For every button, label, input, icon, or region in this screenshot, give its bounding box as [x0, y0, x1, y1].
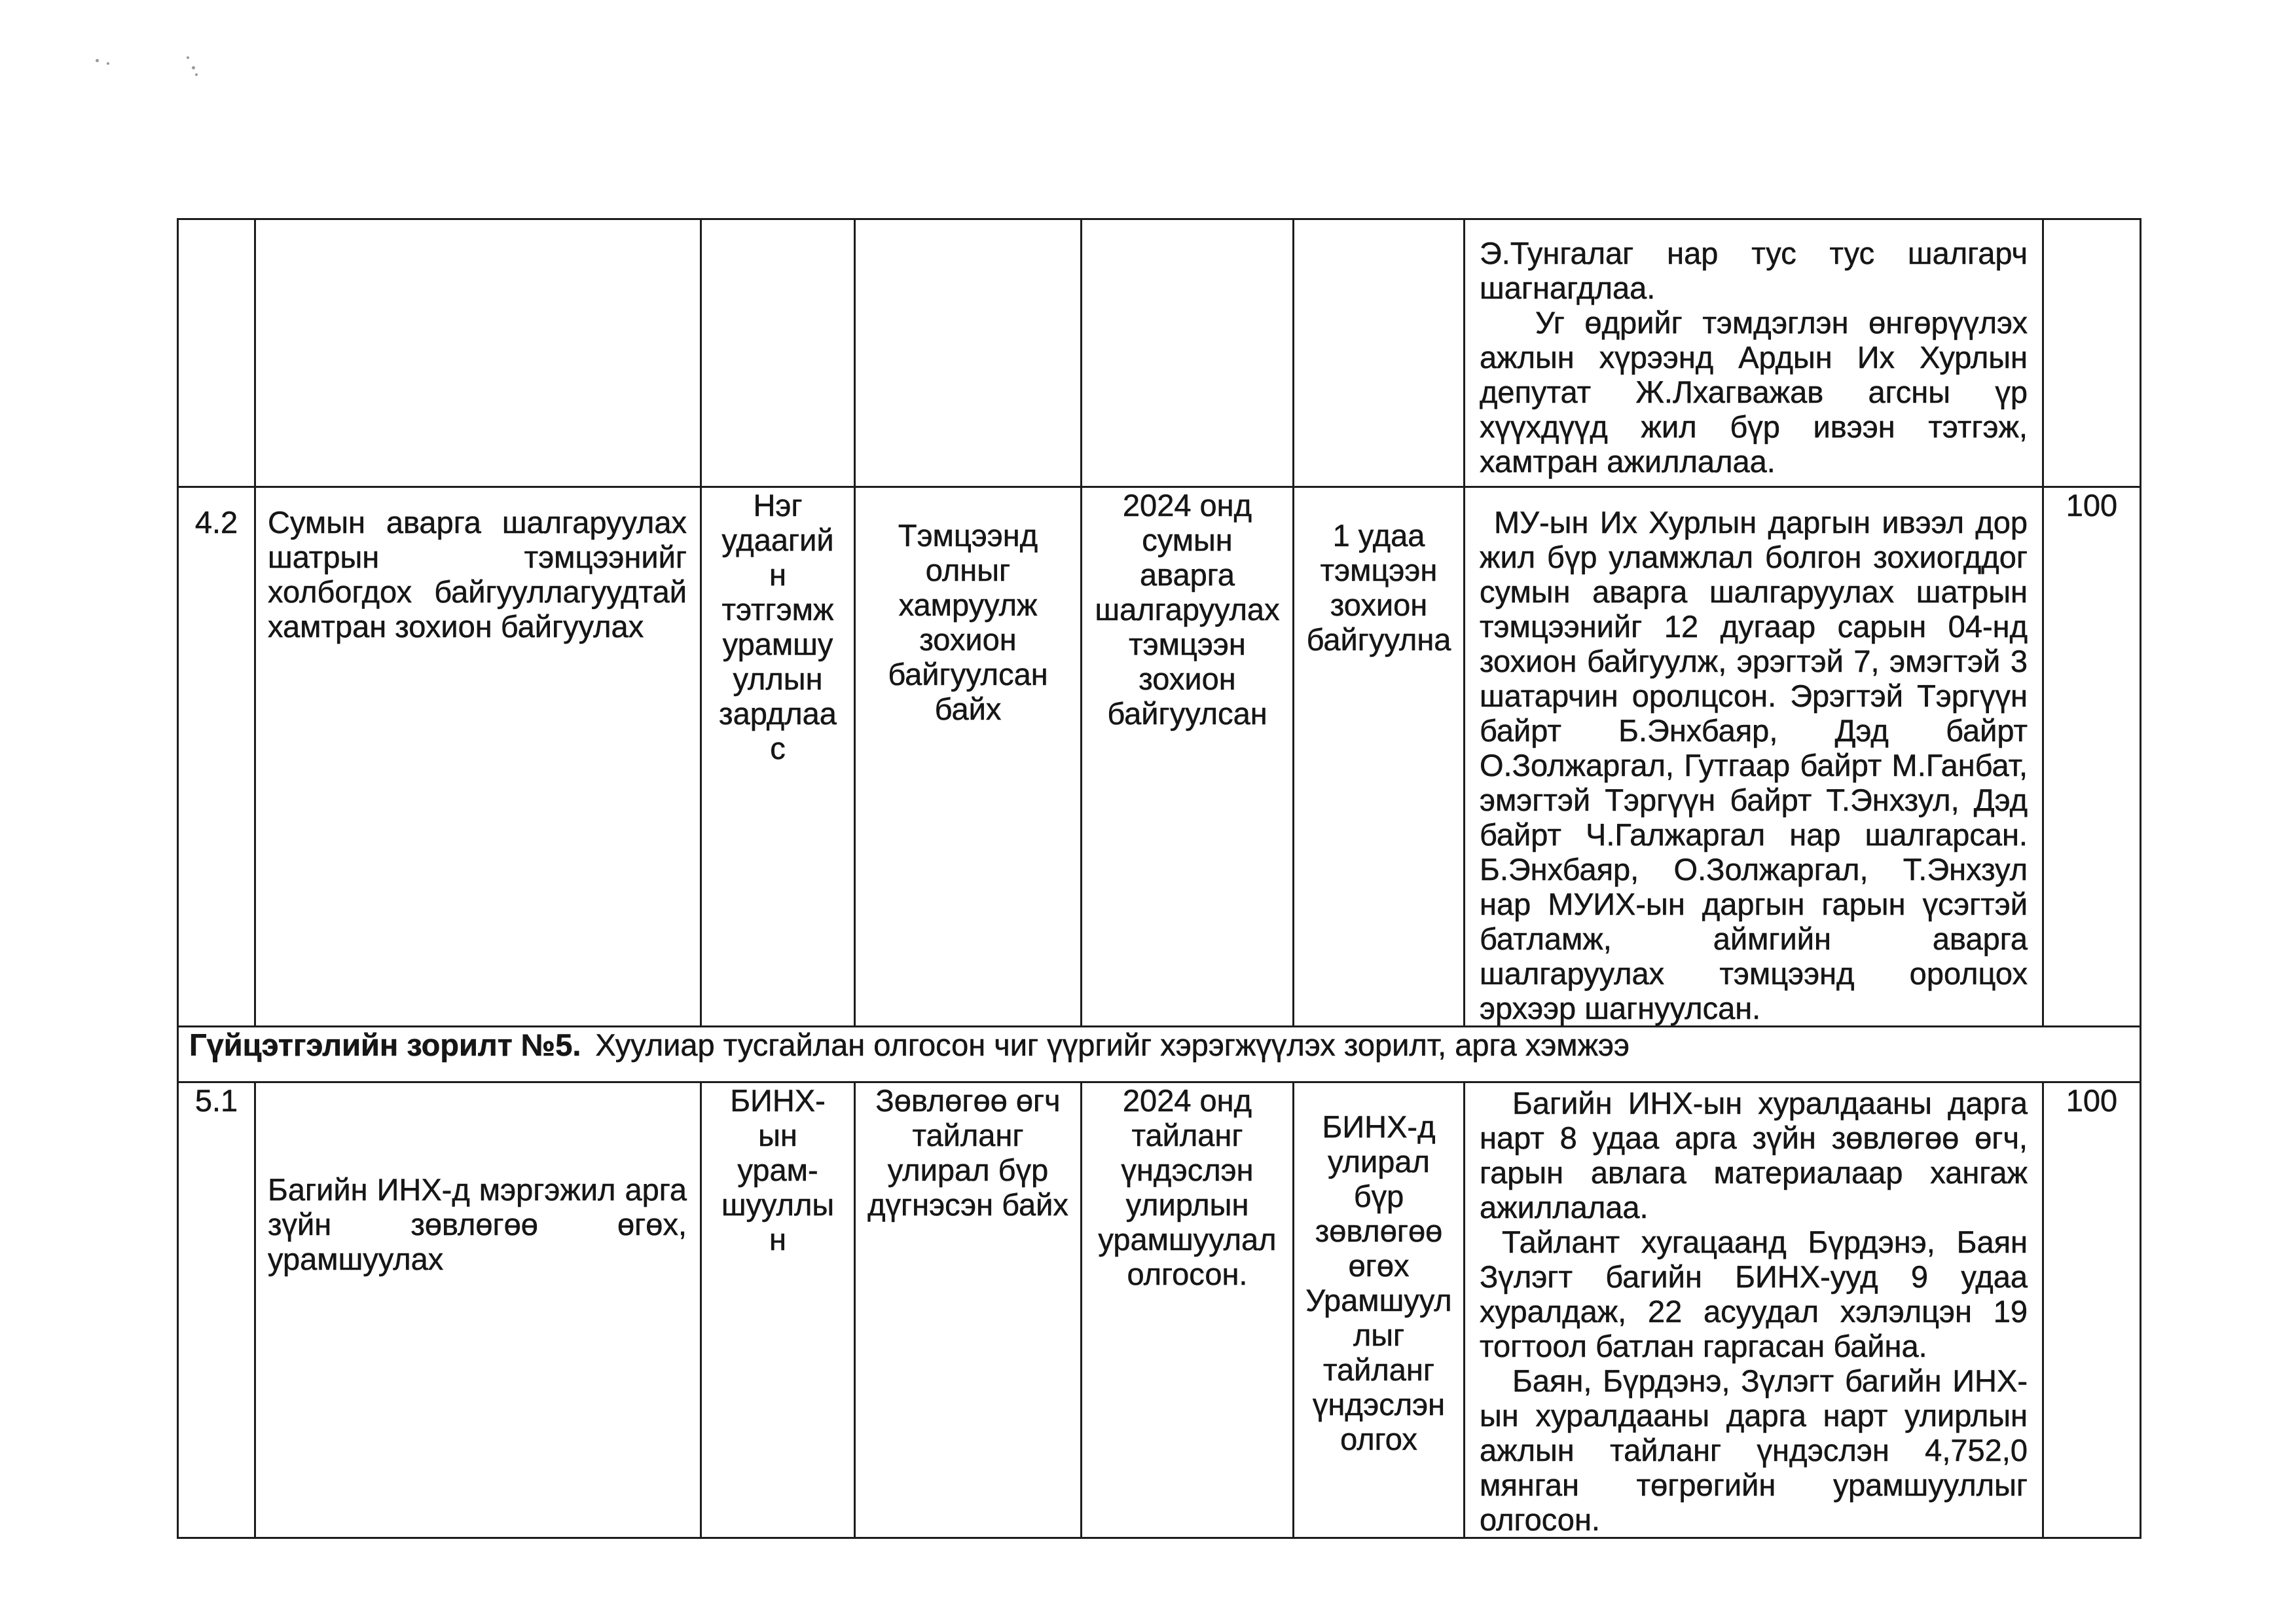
task-cell: Сумын аварга шалгаруулах шатрын тэмцээнийг холбогдох байгууллагуудтай хамтран зохион байгуулах [255, 487, 701, 1027]
task-cell: Багийн ИНХ-д мэргэжил арга зүйн зөвлөгөө өгөх, урамшуулах [255, 1082, 701, 1538]
task-cell [255, 219, 701, 487]
section-row [178, 1027, 2141, 1082]
result-cell [1465, 1082, 2043, 1538]
report-table [177, 218, 2141, 1539]
result-paragraph: Багийн ИНХ-ын хуралдааны дарга нарт 8 удаа арга зүйн зөвлөгөө өгч, гарын авлага материалаар хангаж ажиллалаа. [1480, 1086, 2028, 1225]
section-label: Гүйцэтгэлийн зорилт №5. [189, 1027, 581, 1062]
criterion-cell: Тэмцээнд олныг хамруулж зохион байгуулсан байх [855, 487, 1082, 1027]
criterion-cell: Зөвлөгөө өгч тайланг улирал бүр дүгнэсэн байх [855, 1082, 1082, 1538]
scan-speck [192, 66, 195, 69]
target-cell [1082, 219, 1294, 487]
measure-cell [1294, 219, 1465, 487]
result-cell [1465, 487, 2043, 1027]
result-paragraph: Тайлант хугацаанд Бүрдэнэ, Баян Зүлэгт багийн БИНХ-ууд 9 удаа хуралдаж, 22 асуудал хэлэлцэн 19 тогтоол батлан гаргасан байна. [1480, 1225, 2028, 1363]
number-cell: 5.1 [178, 1082, 255, 1538]
scan-speck [96, 59, 99, 62]
target-cell: 2024 онд тайланг үндэслэн улирлын урамшуулал олгосон. [1082, 1082, 1294, 1538]
measure-cell: БИНХ-д улирал бүр зөвлөгөө өгөх Урамшууллыг тайланг үндэслэн олгох [1294, 1082, 1465, 1538]
criterion-cell [855, 219, 1082, 487]
result-paragraph: МУ-ын Их Хурлын даргын ивээл дор жил бүр уламжлал болгон зохиогддог сумын аварга шалгаруулах шатрын тэмцээнийг 12 дугаар сарын 04-нд зохион байгуулж, эрэгтэй 7, эмэгтэй 3 шатарчин оролцсон. Эрэгтэй Тэргүүн байрт Б.Энхбаяр, Дэд байрт О.Золжаргал, Гутгаар байрт М.Ганбат, эмэгтэй Тэргүүн байрт Т.Энхзул, Дэд байрт Ч.Галжаргал нар шалгарсан. Б.Энхбаяр, О.Золжаргал, Т.Энхзул нар МУИХ-ын даргын гарын үсэгтэй батламж, аймгийн аварга шалгаруулах тэмцээнд оролцох эрхээр шагнуулсан. [1480, 505, 2028, 1025]
funding-cell [701, 219, 855, 487]
number-cell: 4.2 [178, 487, 255, 1027]
result-paragraph: Э.Тунгалаг нар тус тус шалгарч шагнагдлаа. [1480, 236, 2028, 305]
section-heading [178, 1027, 2141, 1082]
table-row [178, 1082, 2141, 1538]
scan-speck [187, 56, 189, 59]
result-paragraph: Уг өдрийг тэмдэглэн өнгөрүүлэх ажлын хүрээнд Ардын Их Хурлын депутат Ж.Лхагважав агсны үр хүүхдүүд жил бүр ивээн тэтгэж, хамтран ажиллалаа. [1480, 305, 2028, 479]
score-cell: 100 [2043, 487, 2141, 1027]
result-paragraph: Баян, Бүрдэнэ, Зүлэгт багийн ИНХ-ын хуралдааны дарга нарт улирлын ажлын тайланг үндэслэн 4,752,0 мянган төгрөгийн урамшууллыг олгосон. [1480, 1363, 2028, 1537]
result-cell [1465, 219, 2043, 487]
score-cell [2043, 219, 2141, 487]
scan-speck [107, 62, 109, 65]
table-row [178, 487, 2141, 1027]
funding-cell: БИНХ-ын урам-шууллын [701, 1082, 855, 1538]
funding-cell: Нэг удаагийн тэтгэмж урамшууллын зардлаас [701, 487, 855, 1027]
number-cell [178, 219, 255, 487]
target-cell: 2024 онд сумын аварга шалгаруулах тэмцээн зохион байгуулсан [1082, 487, 1294, 1027]
scan-speck [195, 73, 198, 76]
table-row [178, 219, 2141, 487]
section-title: Хуулиар тусгайлан олгосон чиг үүргийг хэрэгжүүлэх зорилт, арга хэмжээ [595, 1027, 1630, 1062]
score-cell: 100 [2043, 1082, 2141, 1538]
measure-cell: 1 удаа тэмцээн зохион байгуулна [1294, 487, 1465, 1027]
